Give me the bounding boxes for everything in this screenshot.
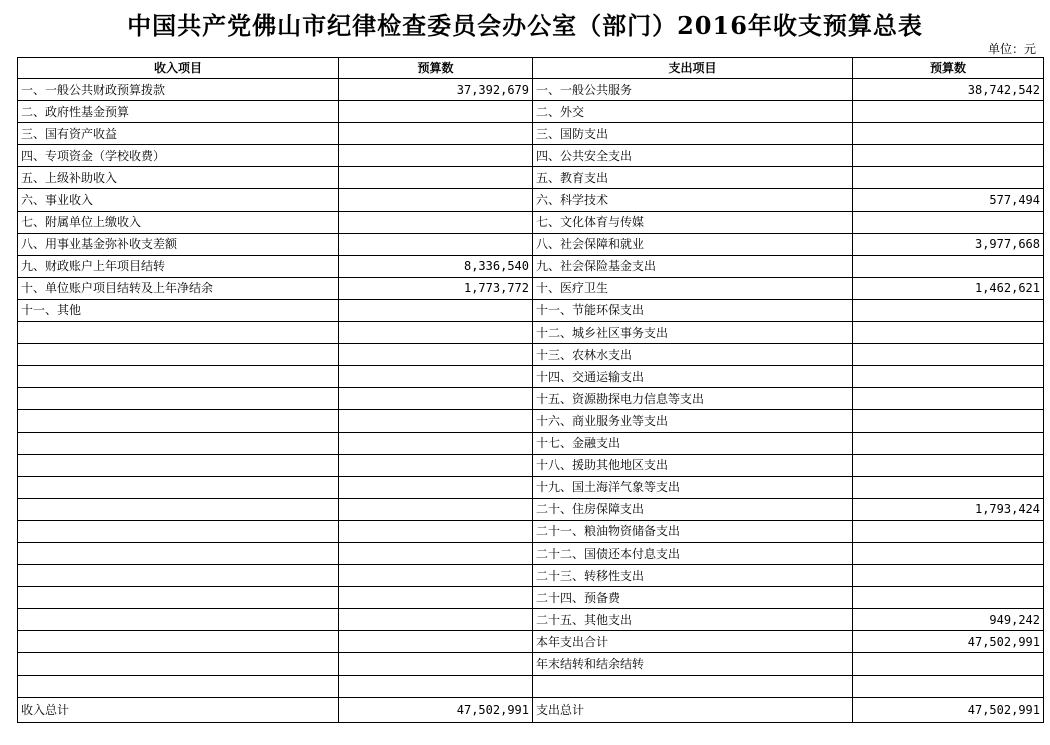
expense-item-cell: 十七、金融支出	[533, 432, 853, 454]
income-amount-cell	[339, 299, 533, 321]
expense-item-cell: 一、一般公共服务	[533, 79, 853, 101]
header-expense-item: 支出项目	[533, 58, 853, 79]
expense-item-cell: 七、文化体育与传媒	[533, 211, 853, 233]
income-amount-cell: 8,336,540	[339, 255, 533, 277]
income-item-cell	[18, 322, 339, 344]
expense-amount-cell	[853, 388, 1044, 410]
expense-amount-cell	[853, 255, 1044, 277]
table-row	[18, 211, 1044, 233]
income-amount-cell	[339, 233, 533, 255]
income-item-cell	[18, 653, 339, 675]
expense-amount-cell	[853, 587, 1044, 609]
income-item-cell	[18, 609, 339, 631]
table-row	[18, 322, 1044, 344]
expense-amount-cell	[853, 211, 1044, 233]
income-amount-cell	[339, 476, 533, 498]
income-amount-cell	[339, 189, 533, 211]
expense-item-cell: 年末结转和结余结转	[533, 653, 853, 675]
expense-item-cell: 五、教育支出	[533, 167, 853, 189]
income-item-cell	[18, 388, 339, 410]
income-amount-cell	[339, 454, 533, 476]
expense-amount-cell	[853, 322, 1044, 344]
income-amount-cell	[339, 520, 533, 542]
table-row	[18, 189, 1044, 211]
expense-item-cell: 二、外交	[533, 101, 853, 123]
table-row	[18, 123, 1044, 145]
income-item-cell	[18, 432, 339, 454]
expense-item-cell: 二十五、其他支出	[533, 609, 853, 631]
expense-amount-cell	[853, 653, 1044, 675]
expense-item-cell: 十五、资源勘探电力信息等支出	[533, 388, 853, 410]
header-row	[18, 58, 1044, 79]
page-title: 中国共产党佛山市纪律检查委员会办公室（部门）2016年收支预算总表	[127, 11, 923, 40]
expense-amount-cell: 1,462,621	[853, 277, 1044, 299]
table-row	[18, 277, 1044, 299]
income-item-cell: 三、国有资产收益	[18, 123, 339, 145]
income-amount-cell	[339, 410, 533, 432]
income-item-cell: 二、政府性基金预算	[18, 101, 339, 123]
table-row	[18, 432, 1044, 454]
income-amount-cell	[339, 631, 533, 653]
expense-item-cell: 十四、交通运输支出	[533, 366, 853, 388]
expense-item-cell: 十二、城乡社区事务支出	[533, 322, 853, 344]
table-row	[18, 542, 1044, 564]
expense-amount-cell: 3,977,668	[853, 233, 1044, 255]
income-item-cell: 五、上级补助收入	[18, 167, 339, 189]
expense-item-cell: 二十一、粮油物资储备支出	[533, 520, 853, 542]
income-item-cell: 八、用事业基金弥补收支差额	[18, 233, 339, 255]
table-row	[18, 255, 1044, 277]
expense-amount-cell	[853, 542, 1044, 564]
header-income-amount: 预算数	[339, 58, 533, 79]
table-row	[18, 344, 1044, 366]
expense-amount-cell	[853, 167, 1044, 189]
income-amount-cell	[339, 366, 533, 388]
income-item-cell: 九、财政账户上年项目结转	[18, 255, 339, 277]
income-item-cell: 十一、其他	[18, 299, 339, 321]
income-amount-cell	[339, 653, 533, 675]
expense-item-cell: 十九、国土海洋气象等支出	[533, 476, 853, 498]
expense-item-cell: 八、社会保障和就业	[533, 233, 853, 255]
unit-label: 单位：元	[987, 42, 1036, 56]
table-row	[18, 498, 1044, 520]
income-amount-cell	[339, 675, 533, 697]
income-amount-cell	[339, 565, 533, 587]
income-amount-cell	[339, 432, 533, 454]
income-amount-cell	[339, 344, 533, 366]
expense-item-cell: 十六、商业服务业等支出	[533, 410, 853, 432]
expense-item-cell: 十三、农林水支出	[533, 344, 853, 366]
income-amount-cell	[339, 542, 533, 564]
income-item-cell	[18, 366, 339, 388]
table-row	[18, 388, 1044, 410]
income-amount-cell	[339, 101, 533, 123]
table-row	[18, 454, 1044, 476]
expense-amount-cell	[853, 299, 1044, 321]
table-row	[18, 410, 1044, 432]
expense-amount-cell	[853, 675, 1044, 697]
table-row	[18, 587, 1044, 609]
income-item-cell	[18, 631, 339, 653]
income-item-cell: 四、专项资金（学校收费）	[18, 145, 339, 167]
expense-item-cell: 四、公共安全支出	[533, 145, 853, 167]
expense-amount-cell	[853, 432, 1044, 454]
expense-item-cell: 十、医疗卫生	[533, 277, 853, 299]
expense-amount-cell: 38,742,542	[853, 79, 1044, 101]
expense-amount-cell: 577,494	[853, 189, 1044, 211]
income-item-cell	[18, 454, 339, 476]
table-row	[18, 233, 1044, 255]
table-row	[18, 167, 1044, 189]
header-expense-amount: 预算数	[853, 58, 1044, 79]
budget-table	[17, 57, 1044, 723]
expense-item-cell: 十一、节能环保支出	[533, 299, 853, 321]
expense-item-cell: 二十三、转移性支出	[533, 565, 853, 587]
income-amount-cell	[339, 211, 533, 233]
income-item-cell	[18, 498, 339, 520]
income-amount-cell	[339, 123, 533, 145]
expense-item-cell: 三、国防支出	[533, 123, 853, 145]
expense-amount-cell: 47,502,991	[853, 631, 1044, 653]
income-amount-cell	[339, 322, 533, 344]
income-item-cell	[18, 675, 339, 697]
income-item-cell: 六、事业收入	[18, 189, 339, 211]
expense-amount-cell	[853, 366, 1044, 388]
income-item-cell	[18, 476, 339, 498]
expense-item-cell: 本年支出合计	[533, 631, 853, 653]
expense-item-cell: 二十、住房保障支出	[533, 498, 853, 520]
table-row	[18, 476, 1044, 498]
expense-total-amount: 47,502,991	[853, 697, 1044, 722]
table-row	[18, 145, 1044, 167]
expense-amount-cell	[853, 476, 1044, 498]
income-item-cell	[18, 587, 339, 609]
table-row	[18, 653, 1044, 675]
expense-total-label: 支出总计	[533, 697, 853, 722]
table-row	[18, 101, 1044, 123]
total-row	[18, 697, 1044, 722]
income-item-cell: 一、一般公共财政预算拨款	[18, 79, 339, 101]
header-income-item: 收入项目	[18, 58, 339, 79]
income-amount-cell	[339, 587, 533, 609]
income-amount-cell	[339, 498, 533, 520]
income-item-cell	[18, 344, 339, 366]
income-amount-cell	[339, 388, 533, 410]
income-item-cell	[18, 542, 339, 564]
income-amount-cell: 1,773,772	[339, 277, 533, 299]
expense-amount-cell	[853, 145, 1044, 167]
income-amount-cell	[339, 145, 533, 167]
expense-amount-cell	[853, 565, 1044, 587]
income-total-amount: 47,502,991	[339, 697, 533, 722]
expense-amount-cell	[853, 454, 1044, 476]
expense-amount-cell	[853, 101, 1044, 123]
table-row	[18, 366, 1044, 388]
income-amount-cell	[339, 609, 533, 631]
expense-amount-cell: 1,793,424	[853, 498, 1044, 520]
table-row	[18, 675, 1044, 697]
income-item-cell	[18, 565, 339, 587]
income-item-cell	[18, 410, 339, 432]
income-item-cell: 十、单位账户项目结转及上年净结余	[18, 277, 339, 299]
expense-item-cell: 九、社会保险基金支出	[533, 255, 853, 277]
expense-amount-cell	[853, 344, 1044, 366]
table-row	[18, 609, 1044, 631]
table-row	[18, 79, 1044, 101]
expense-item-cell: 二十二、国债还本付息支出	[533, 542, 853, 564]
expense-item-cell: 十八、援助其他地区支出	[533, 454, 853, 476]
expense-amount-cell	[853, 123, 1044, 145]
expense-item-cell	[533, 675, 853, 697]
income-amount-cell	[339, 167, 533, 189]
expense-amount-cell	[853, 410, 1044, 432]
table-row	[18, 299, 1044, 321]
income-total-label: 收入总计	[18, 697, 339, 722]
expense-amount-cell	[853, 520, 1044, 542]
expense-item-cell: 六、科学技术	[533, 189, 853, 211]
income-amount-cell: 37,392,679	[339, 79, 533, 101]
income-item-cell	[18, 520, 339, 542]
expense-item-cell: 二十四、预备费	[533, 587, 853, 609]
expense-amount-cell: 949,242	[853, 609, 1044, 631]
table-row	[18, 565, 1044, 587]
table-row	[18, 520, 1044, 542]
income-item-cell: 七、附属单位上缴收入	[18, 211, 339, 233]
table-row	[18, 631, 1044, 653]
